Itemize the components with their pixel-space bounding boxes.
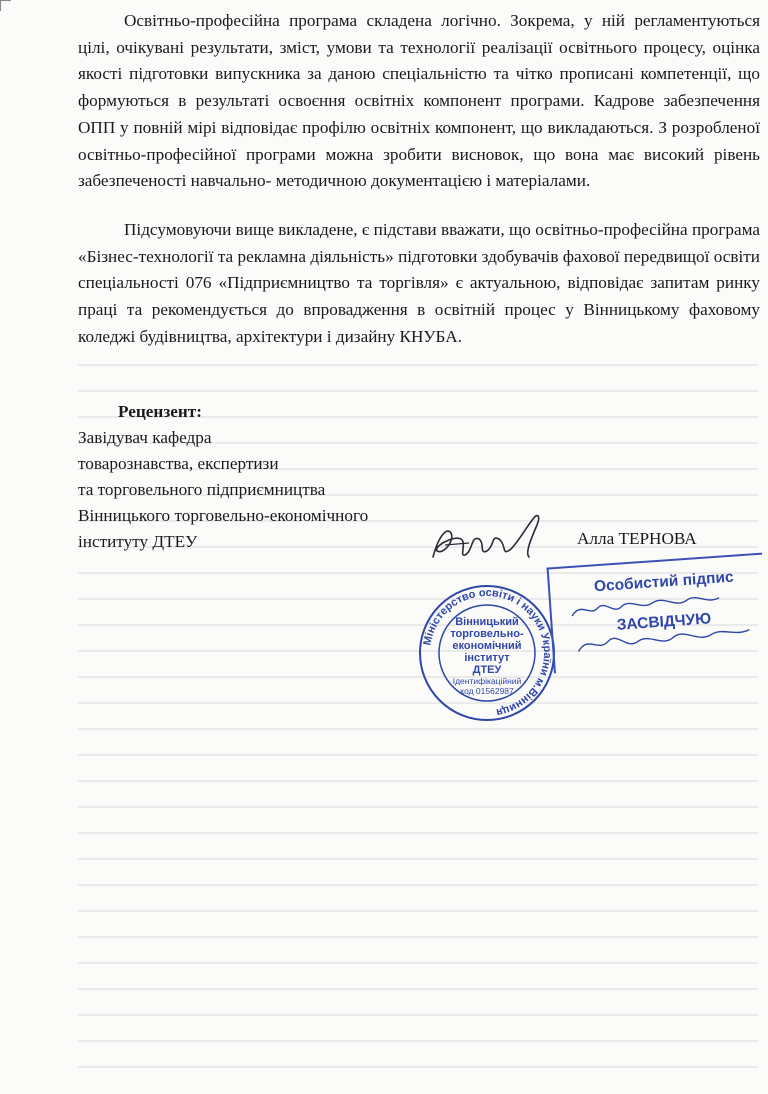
reviewer-name: Алла ТЕРНОВА: [577, 529, 697, 548]
seal-line-7: код 01562987: [460, 686, 514, 696]
seal-line-2: торговельно-: [450, 628, 524, 640]
reviewer-position-line-4: Вінницького торговельно-економічного: [78, 506, 369, 525]
page-corner-mark: [0, 0, 11, 11]
reviewer-title: Рецензент:: [118, 402, 202, 421]
signature-certification-stamp: [547, 553, 768, 674]
seal-line-5: ДТЕУ: [472, 664, 502, 676]
reviewer-position-line-2: товарознавства, експертизи: [78, 454, 279, 473]
seal-line-1: Вінницький: [455, 616, 519, 628]
reviewer-position-line-5: інституту ДТЕУ: [78, 532, 198, 551]
stamp-handwriting: [561, 585, 765, 669]
institution-seal: [417, 583, 557, 723]
reviewer-block: [78, 399, 368, 555]
paragraph-conclusion: Підсумовуючи вище викладене, є підстави вважати, що освітньо-професійна програма «Бізнес-технології та рекламна діяльність» підготовки здобувачів фахової передвищої освіти спеціальності 076 «Підприємництво та торгівля» є актуальною, відповідає запитам ринку праці та рекомендується до впровадження в освітній процес у Вінницькому фаховому коледжі будівництва, архітектури і дизайну КНУБА.: [78, 220, 760, 346]
seal-ring-text: Міністерство освіти і науки України м.Вінниця: [421, 586, 554, 719]
reviewer-position-line-1: Завідувач кафедра: [78, 428, 212, 447]
seal-line-3: економічний: [452, 640, 522, 652]
reviewer-position-line-3: та торговельного підприємництва: [78, 480, 326, 499]
stamp-line-certify: ЗАСВІДЧУЮ: [616, 610, 712, 634]
paragraph-program-structure: Освітньо-професійна програма складена логічно. Зокрема, у ній регламентуються цілі, очікувані результати, зміст, умови та технології реалізації освітнього процесу, оцінка якості підготовки випускника за даною спеціальністю та чітко прописані компетенції, що формуються в результаті освоєння освітніх компонент програми. Кадрове забезпечення ОПП у повній мірі відповідає профілю освітніх компонент, що викладаються. З розробленої освітньо-професійної програми можна зробити висновок, що вона має високий рівень забезпеченості навчально- методичною документацією і матеріалами.: [78, 11, 760, 191]
seal-line-6: Ідентифікаційний: [452, 676, 522, 686]
seal-line-4: інститут: [464, 652, 510, 664]
stamp-line-personal-signature: Особистий підпис: [593, 568, 735, 596]
reviewer-signature: [425, 505, 565, 575]
